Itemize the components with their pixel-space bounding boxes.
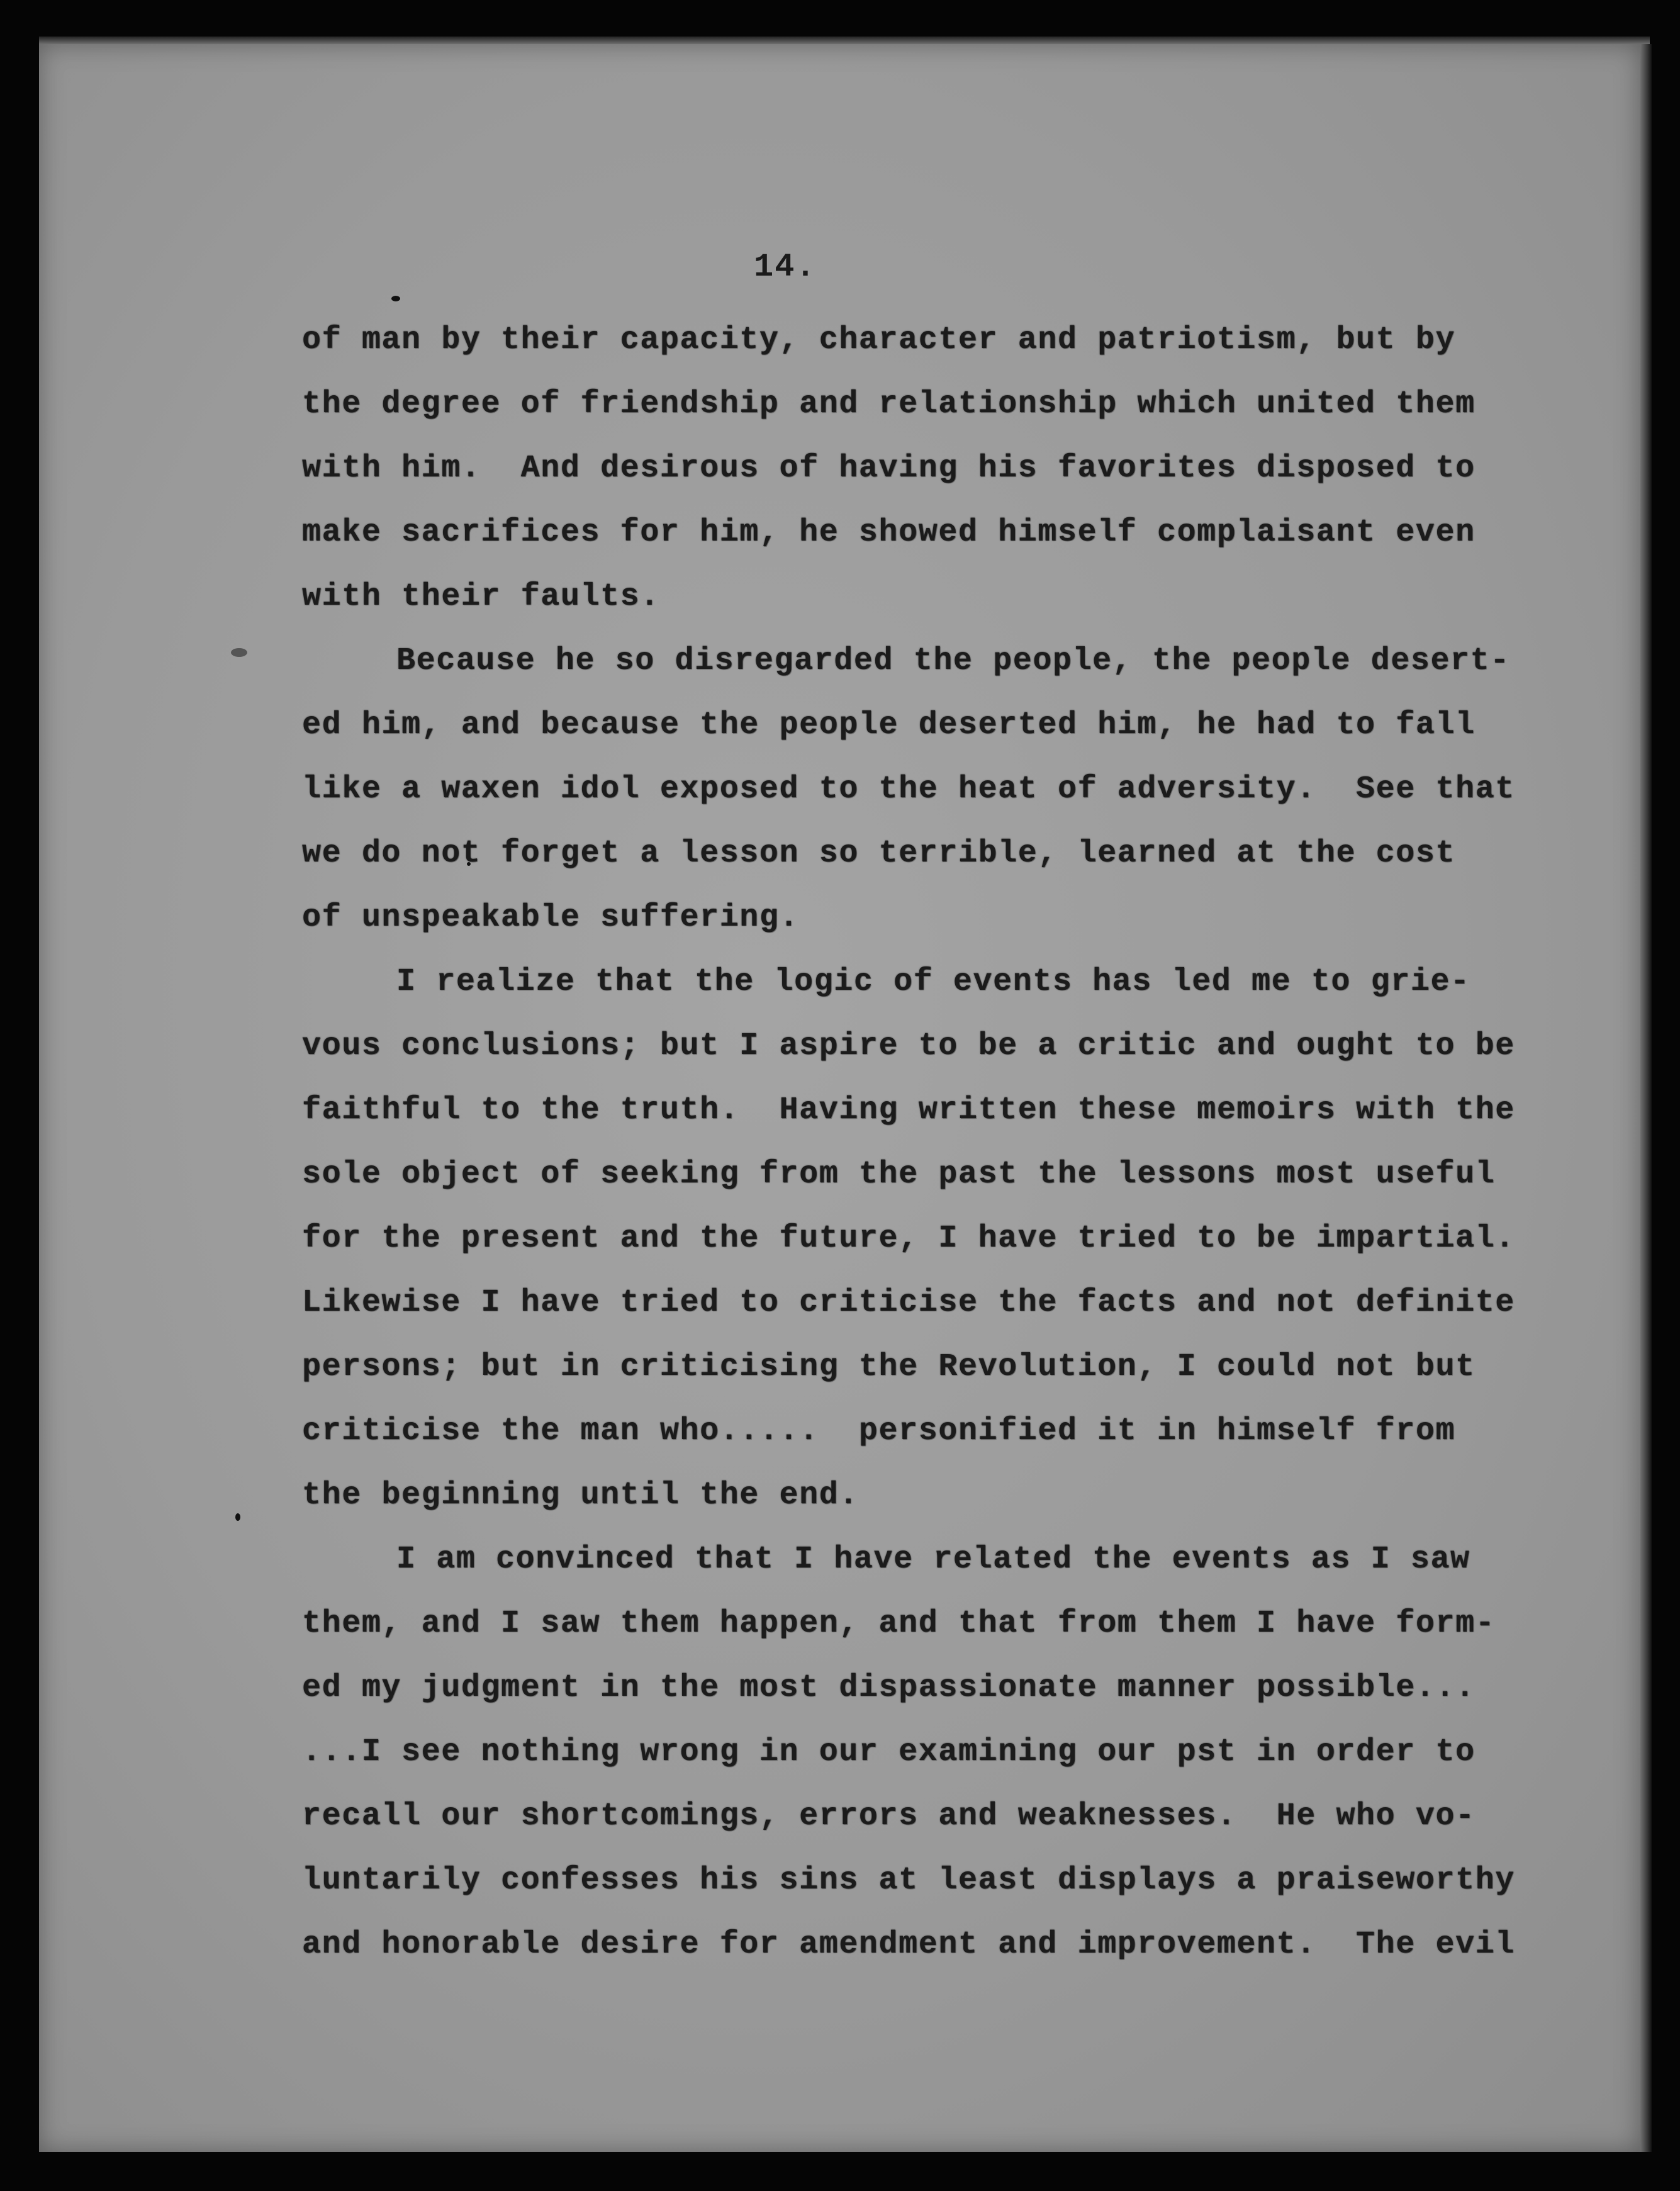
text-line: we do not forget a lesson so terrible, learned at the cost (302, 836, 1456, 871)
text-line: Because he so disregarded the people, the people desert- (396, 643, 1510, 679)
text-line: recall our shortcomings, errors and weaknesses. He who vo- (302, 1798, 1476, 1834)
paragraph (302, 950, 1515, 1528)
text-line: I realize that the logic of events has led me to grie- (396, 964, 1470, 1000)
text-line: ...I see nothing wrong in our examining our pst in order to (302, 1734, 1476, 1770)
text-line: Likewise I have tried to criticise the facts and not definite (302, 1285, 1515, 1321)
page-right-edge (1640, 44, 1652, 2152)
text-line: faithful to the truth. Having written these memoirs with the (302, 1092, 1515, 1128)
text-line: the beginning until the end. (302, 1477, 859, 1513)
text-line: for the present and the future, I have tried to be impartial. (302, 1221, 1515, 1257)
paragraph (302, 308, 1476, 629)
text-line: with him. And desirous of having his favorites disposed to (302, 451, 1476, 486)
text-line: sole object of seeking from the past the lessons most useful (302, 1157, 1496, 1192)
text-line: luntarily confesses his sins at least displays a praiseworthy (302, 1863, 1515, 1898)
text-line: of man by their capacity, character and patriotism, but by (302, 322, 1456, 358)
text-line: make sacrifices for him, he showed himself complaisant even (302, 515, 1476, 551)
text-line: like a waxen idol exposed to the heat of adversity. See that (302, 771, 1515, 807)
text-line: I am convinced that I have related the events as I saw (396, 1542, 1470, 1577)
ink-speck (391, 296, 400, 301)
text-line: persons; but in criticising the Revolution, I could not but (302, 1349, 1476, 1385)
page-number: 14. (754, 249, 817, 286)
paragraph (302, 629, 1515, 950)
body-text (302, 308, 1515, 1977)
text-line: of unspeakable suffering. (302, 900, 800, 936)
paragraph (302, 1528, 1515, 1977)
text-line: ed my judgment in the most dispassionate manner possible... (302, 1670, 1476, 1706)
text-line: with their faults. (302, 579, 660, 615)
ink-speck (235, 1513, 240, 1521)
text-line: and honorable desire for amendment and improvement. The evil (302, 1927, 1515, 1963)
text-line: ed him, and because the people deserted him, he had to fall (302, 707, 1476, 743)
text-line: the degree of friendship and relationship which united them (302, 386, 1476, 422)
ink-speck (231, 648, 247, 657)
text-line: them, and I saw them happen, and that from them I have form- (302, 1606, 1496, 1642)
text-line: vous conclusions; but I aspire to be a critic and ought to be (302, 1028, 1515, 1064)
text-line: criticise the man who..... personified it in himself from (302, 1413, 1456, 1449)
